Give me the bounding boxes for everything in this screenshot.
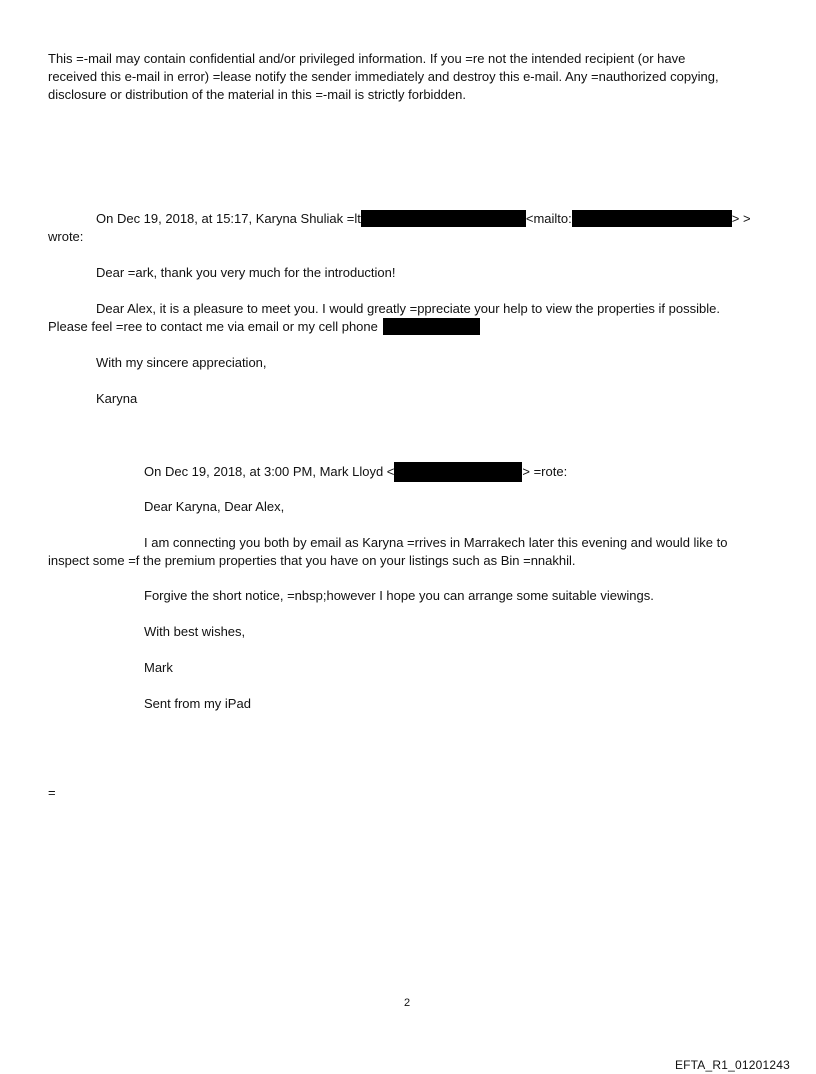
karyna-header-wrap: wrote: [48, 229, 84, 244]
document-id: EFTA_R1_01201243 [674, 1058, 790, 1072]
karyna-signature: Karyna [96, 391, 138, 406]
karyna-greeting: Dear =ark, thank you very much for the introduction! [96, 265, 396, 280]
karyna-header-text: On Dec 19, 2018, at 15:17, Karyna Shuliak =lt [96, 211, 361, 226]
karyna-body-line-1: Dear Alex, it is a pleasure to meet you. I would greatly =ppreciate your help to view the properties if possible. [96, 301, 720, 316]
karyna-closing: With my sincere appreciation, [96, 355, 267, 370]
mark-greeting: Dear Karyna, Dear Alex, [144, 499, 285, 514]
disclaimer-line-1: This =-mail may contain confidential and/or privileged information. If you =re not the intended recipient (or have [48, 51, 686, 66]
karyna-body-line-2 [48, 318, 480, 335]
redaction-bar [572, 210, 732, 227]
disclaimer-line-2: received this e-mail in error) =lease notify the sender immediately and destroy this e-mail. Any =nauthorized copying, [48, 69, 719, 84]
redaction-bar [394, 462, 522, 482]
mark-notice: Forgive the short notice, =nbsp;however I hope you can arrange some suitable viewings. [144, 588, 654, 603]
disclaimer-line-3: disclosure or distribution of the material in this =-mail is strictly forbidden. [48, 87, 466, 102]
karyna-email-header [96, 210, 751, 227]
mark-sent-from: Sent from my iPad [144, 696, 251, 711]
mark-email-header [144, 462, 567, 482]
redaction-bar [383, 318, 480, 335]
mark-closing: With best wishes, [144, 624, 246, 639]
redaction-bar [361, 210, 526, 227]
trailing-equals: = [48, 785, 56, 800]
karyna-header-end: > > [731, 211, 751, 226]
mark-signature: Mark [144, 660, 173, 675]
mark-body-line-2: inspect some =f the premium properties that you have on your listings such as Bin =nnakhil. [48, 553, 576, 568]
mark-body-line-1: I am connecting you both by email as Karyna =rrives in Marrakech later this evening and would like to [144, 535, 728, 550]
karyna-header-mailto: <mailto: [525, 211, 572, 226]
mark-header-end: > =rote: [522, 464, 568, 479]
mark-header-text: On Dec 19, 2018, at 3:00 PM, Mark Lloyd < [144, 464, 395, 479]
karyna-body-text: Please feel =ree to contact me via email or my cell phone [48, 319, 378, 334]
page-number: 2 [404, 997, 411, 1009]
